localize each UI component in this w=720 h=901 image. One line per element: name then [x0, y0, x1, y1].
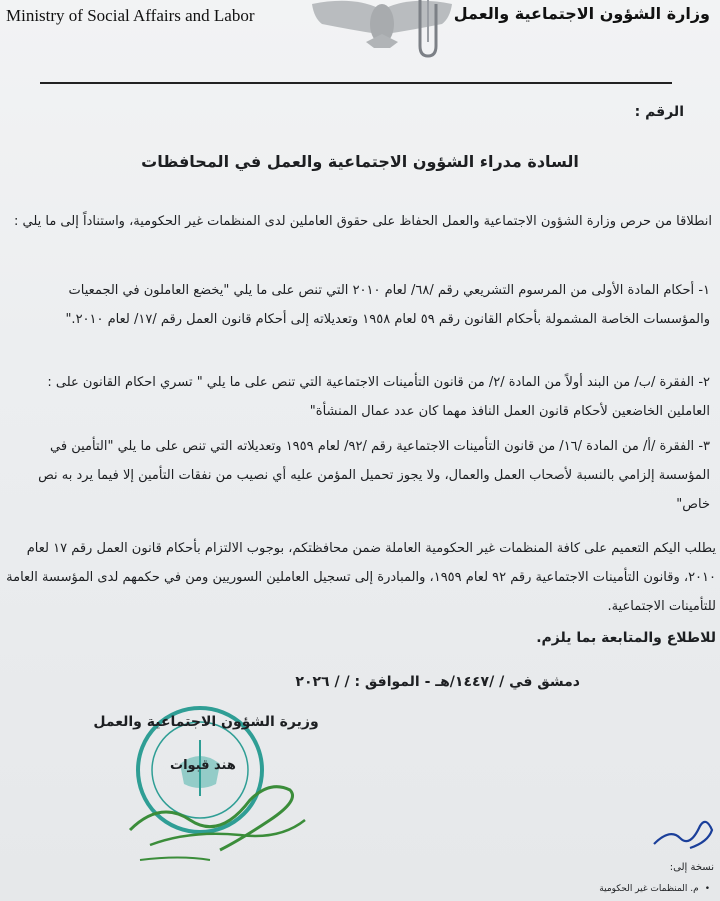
reference-number-label: الرقم : [634, 104, 684, 120]
legal-basis-item-3 [10, 432, 710, 519]
bullet-icon: • [704, 884, 710, 894]
date-line: دمشق في / /١٤٤٧/هـ - الموافق : / / ٢٠٢٦ [295, 674, 580, 690]
signatory-name: هند قبوات [170, 758, 236, 773]
item-text: الفقرة /أ/ من المادة /١٦/ من قانون التأمينات الاجتماعية رقم /٩٢/ لعام ١٩٥٩ وتعديلاته التي تنص على ما يلي "التأمين في المؤسسة إلزامي بالنسبة لأصحاب العمل والعمال، ولا يجوز تحميل المؤمن عليه أي نصيب من نفقات التأمين إلا فيما يرد به نص خاص" [38, 439, 710, 512]
legal-basis-item-2 [10, 368, 710, 426]
item-number: ١- [698, 283, 710, 298]
paper-clip-icon [408, 0, 448, 60]
handwritten-signature-icon [120, 760, 320, 870]
signatory-title: وزيرة الشؤون الاجتماعية والعمل [93, 714, 319, 730]
item-number: ٢- [698, 375, 710, 390]
copy-to-item: •م. المنظمات غير الحكومية [599, 884, 710, 894]
item-text: أحكام المادة الأولى من المرسوم التشريعي رقم /٦٨/ لعام ٢٠١٠ التي تنص على ما يلي "يخضع العاملون في الجمعيات والمؤسسات الخاصة المشمولة بأحكام القانون رقم ٥٩ لعام ١٩٥٨ وتعديلاته إلى أحكام قانون العمل رقم /١٧/ لعام ٢٠١٠." [65, 283, 710, 327]
item-number: ٣- [698, 439, 710, 454]
intro-paragraph: انطلاقا من حرص وزارة الشؤون الاجتماعية والعمل الحفاظ على حقوق العاملين لدى المنظمات غير الحكومية، واستناداً إلى ما يلي : [13, 214, 712, 229]
ministry-name-english: Ministry of Social Affairs and Labor [6, 6, 255, 25]
copy-to-label: نسخة إلى: [669, 862, 714, 873]
addressee-heading: السادة مدراء الشؤون الاجتماعية والعمل في المحافظات [141, 152, 579, 171]
request-paragraph: يطلب اليكم التعميم على كافة المنظمات غير الحكومية العاملة ضمن محافظتكم، بوجوب الالتزام بأحكام قانون العمل رقم ١٧ لعام ٢٠١٠، وقانون التأمينات الاجتماعية رقم ٩٢ لعام ١٩٥٩، والمبادرة إلى تسجيل العاملين السوريين ومن في حكمهم لدى المؤسسة العامة للتأمينات الاجتماعية. [6, 541, 716, 614]
header-divider [40, 82, 672, 84]
blue-initials-icon [650, 808, 720, 858]
item-text: الفقرة /ب/ من البند أولاً من المادة /٢/ من قانون التأمينات الاجتماعية التي تنص على ما يلي " تسري احكام القانون على : العاملين الخاضعين لأحكام قانون العمل النافذ مهما كان عدد عمال المنشأة" [47, 375, 710, 419]
closing-line: للاطلاع والمتابعة بما يلزم. [536, 630, 716, 646]
legal-basis-item-1 [10, 276, 710, 334]
ministry-name-arabic: وزارة الشؤون الاجتماعية والعمل [453, 4, 710, 23]
